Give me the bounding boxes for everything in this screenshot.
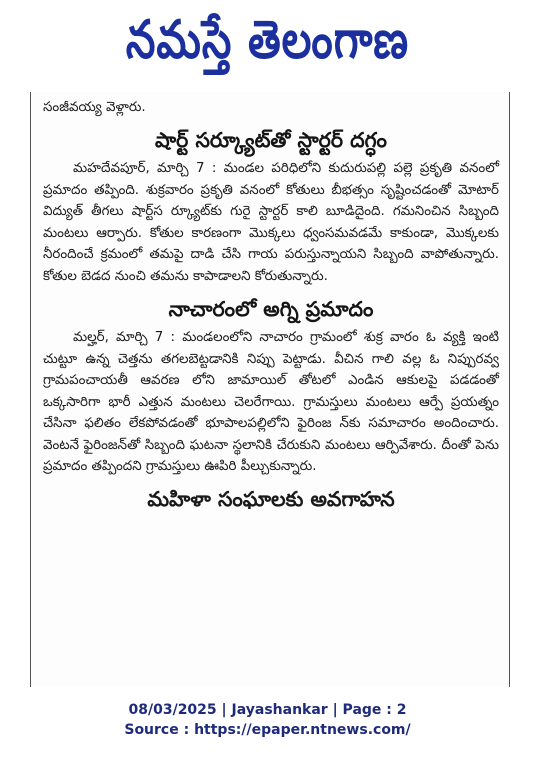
edition-info: 08/03/2025 | Jayashankar | Page : 2 [128, 702, 407, 718]
article-clipping [30, 92, 510, 687]
article-1-headline: షార్ట్ సర్క్యూట్‌తో స్టార్టర్ దగ్ధం [155, 128, 387, 152]
article-1-body: మహదేవపూర్, మార్చి 7 : మండల పరిధిలోని కుదురుపల్లి పల్లె ప్రకృతి వనంలో ప్రమాదం తప్పింది. శుక్రవారం ప్రకృతి వనంలో కోతులు బీభత్సం సృష్టించడంతో మోటార్ విద్యుత్ తీగలు షార్ట్‌స ర్క్యూట్‌కు గురై స్టార్టర్ కాలి బూడిదైంది. గమనించిన సిబ్బంది మంటలు ఆర్పారు. కోతుల కారణంగా మొక్కలు ధ్వంసమవడమే కాకుండా, మొక్కలకు నీరందించే క్రమంలో తమపై దాడి చేసి గాయ పరుస్తున్నాయని సిబ్బంది వాపోతున్నారు. కోతుల బెడద నుంచి తమను కాపాడాలని కోరుతున్నారు. [43, 161, 499, 284]
source-link[interactable]: Source : https://epaper.ntnews.com/ [124, 722, 411, 738]
footer [0, 700, 535, 740]
next-article-headline-partial: మహిళా సంఘాలకు అవగాహన [147, 486, 395, 511]
article-2 [43, 295, 499, 478]
previous-article-fragment: సంజీవయ్య వెళ్లారు. [43, 100, 146, 115]
newspaper-title: నమస్తే తెలంగాణ [125, 8, 410, 70]
article-2-headline: నాచారంలో అగ్ని ప్రమాదం [168, 297, 374, 321]
article-2-body: మల్హర్, మార్చి 7 : మండలంలోని నాచారం గ్రామంలో శుక్ర వారం ఓ వ్యక్తి ఇంటి చుట్టూ ఉన్న చెత్తను తగలబెట్టడానికి నిప్పు పెట్టాడు. వీచిన గాలి వల్ల ఓ నిప్పురవ్వ గ్రామపంచాయతీ ఆవరణ లోని జామాయిల్ తోటలో ఎండిన ఆకులపై పడడంతో ఒక్కసారిగా భారీ ఎత్తున మంటలు చెలరేగాయి. గ్రామస్తులు మంటలు ఆర్పే ప్రయత్నం చేసినా ఫలితం లేకపోవడంతో భూపాలపల్లిలోని ఫైరింజ న్‌కు సమాచారం అందించారు. వెంటనే ఫైరింజన్‌తో సిబ్బంది ఘటనా స్థలానికి చేరుకుని మంటలు ఆర్పివేశారు. దీంతో పెను ప్రమాదం తప్పిందని గ్రామస్తులు ఊపిరి పీల్చుకున్నారు. [43, 330, 499, 474]
article-1 [43, 126, 499, 287]
masthead [0, 0, 535, 92]
